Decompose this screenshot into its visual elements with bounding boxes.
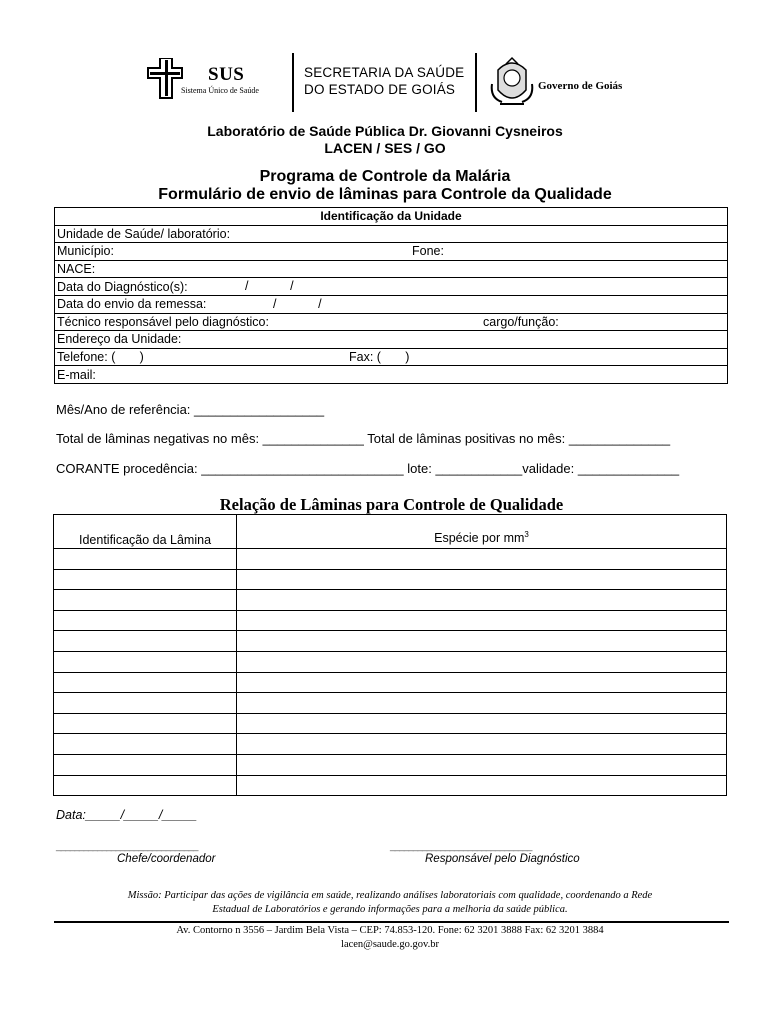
table-row [54, 713, 727, 734]
chefe-label: Chefe/coordenador [117, 853, 216, 865]
table-row [54, 754, 727, 775]
slide-id-cell[interactable] [54, 775, 237, 796]
species-cell[interactable] [237, 672, 727, 693]
data-envio-field[interactable] [55, 295, 728, 313]
date-slashes: / / [273, 296, 322, 311]
goias-coat-of-arms-icon [488, 54, 536, 110]
fax-label: Fax: ( ) [349, 349, 410, 364]
endereco-label: Endereço da Unidade: [57, 332, 182, 347]
table-heading: Identificação da Unidade [55, 208, 728, 226]
column-header-identificacao: Identificação da Lâmina [54, 515, 237, 549]
table-row [54, 631, 727, 652]
unidade-field[interactable] [55, 225, 728, 243]
species-cell[interactable] [237, 590, 727, 611]
superscript: 3 [524, 529, 529, 539]
totais-field[interactable]: Total de lâminas negativas no mês: ______________ Total de lâminas positivas no mês: ______________ [56, 431, 671, 446]
telefone-field[interactable] [55, 348, 728, 366]
slide-id-cell[interactable] [54, 549, 237, 570]
mission-statement [60, 889, 720, 917]
signature-line-chefe[interactable]: _______________________________ [56, 841, 198, 852]
species-cell[interactable] [237, 775, 727, 796]
slide-id-cell[interactable] [54, 672, 237, 693]
unidade-label: Unidade de Saúde/ laboratório: [57, 226, 231, 241]
endereco-field[interactable] [55, 331, 728, 349]
table-row [54, 775, 727, 796]
table-row [54, 569, 727, 590]
species-cell[interactable] [237, 754, 727, 775]
municipio-label: Município: [57, 244, 114, 259]
responsavel-label: Responsável pelo Diagnóstico [425, 853, 580, 865]
mes-ano-field[interactable]: Mês/Ano de referência: __________________ [56, 402, 325, 417]
table-row [54, 693, 727, 714]
cargo-label: cargo/função: [483, 314, 559, 329]
slide-id-cell[interactable] [54, 569, 237, 590]
data-diagnostico-label: Data do Diagnóstico(s): [57, 279, 188, 294]
species-cell[interactable] [237, 631, 727, 652]
column-header-especie [237, 515, 727, 549]
data-diagnostico-field[interactable] [55, 278, 728, 296]
form-name: Formulário de envio de lâminas para Controle da Qualidade [158, 186, 612, 203]
slide-id-cell[interactable] [54, 631, 237, 652]
species-cell[interactable] [237, 693, 727, 714]
species-cell[interactable] [237, 549, 727, 570]
table-row [54, 651, 727, 672]
nace-label: NACE: [57, 262, 96, 277]
especie-label: Espécie por mm [434, 531, 525, 545]
lab-name: Laboratório de Saúde Pública Dr. Giovanni Cysneiros [207, 123, 563, 139]
governo-goias-label: Governo de Goiás [538, 80, 623, 92]
divider [292, 53, 294, 112]
tecnico-label: Técnico responsável pelo diagnóstico: [57, 314, 269, 329]
email-line: lacen@saude.go.gov.br [341, 939, 439, 950]
tecnico-field[interactable] [55, 313, 728, 331]
date-field[interactable]: Data:_____/_____/_____ [56, 808, 198, 822]
email-label: E-mail: [57, 367, 96, 382]
species-cell[interactable] [237, 734, 727, 755]
program-name: Programa de Controle da Malária [259, 168, 511, 185]
secretaria-line1: SECRETARIA DA SAÚDE [304, 65, 465, 80]
species-cell[interactable] [237, 569, 727, 590]
slide-id-cell[interactable] [54, 754, 237, 775]
program-title [0, 168, 770, 204]
data-envio-label: Data do envio da remessa: [57, 297, 207, 312]
footer-address [60, 924, 720, 952]
sus-subtitle: Sistema Único de Saúde [181, 86, 259, 95]
sus-title: SUS [208, 64, 245, 85]
table-row [54, 610, 727, 631]
slide-id-cell[interactable] [54, 651, 237, 672]
fone-label: Fone: [412, 244, 444, 259]
laboratory-title [0, 123, 770, 157]
nace-field[interactable] [55, 260, 728, 278]
address-line: Av. Contorno n 3556 – Jardim Bela Vista – CEP: 74.853-120. Fone: 62 3201 3888 Fax: 62 3201 3884 [176, 925, 604, 936]
slide-id-cell[interactable] [54, 590, 237, 611]
divider [475, 53, 477, 112]
mission-line1: Missão: Participar das ações de vigilância em saúde, realizando análises laboratoriais com qualidade, coordenando a Rede [127, 890, 653, 901]
signature-line-responsavel[interactable]: _______________________________ [390, 841, 532, 852]
date-slashes: / / [245, 279, 294, 294]
table-row [54, 734, 727, 755]
telefone-label: Telefone: ( ) [57, 350, 144, 365]
table-row [54, 672, 727, 693]
secretaria-name [304, 64, 464, 98]
secretaria-line2: DO ESTADO DE GOIÁS [304, 82, 456, 97]
corante-field[interactable]: CORANTE procedência: ____________________________ lote: ____________validade: ______________ [56, 461, 680, 476]
slide-id-cell[interactable] [54, 713, 237, 734]
slides-list-title: Relação de Lâminas para Controle de Qualidade [219, 495, 564, 514]
municipio-field[interactable] [55, 243, 728, 261]
footer-rule [54, 921, 729, 923]
email-field[interactable] [55, 366, 728, 384]
slides-table [53, 514, 727, 796]
table-row [54, 549, 727, 570]
species-cell[interactable] [237, 651, 727, 672]
table-row [54, 590, 727, 611]
lab-acronym: LACEN / SES / GO [324, 140, 446, 156]
slide-id-cell[interactable] [54, 734, 237, 755]
species-cell[interactable] [237, 713, 727, 734]
slide-id-cell[interactable] [54, 693, 237, 714]
slide-id-cell[interactable] [54, 610, 237, 631]
species-cell[interactable] [237, 610, 727, 631]
unit-identification-table [54, 207, 728, 384]
mission-line2: Estadual de Laboratórios e gerando informações para a melhoria da saúde pública. [212, 904, 568, 915]
